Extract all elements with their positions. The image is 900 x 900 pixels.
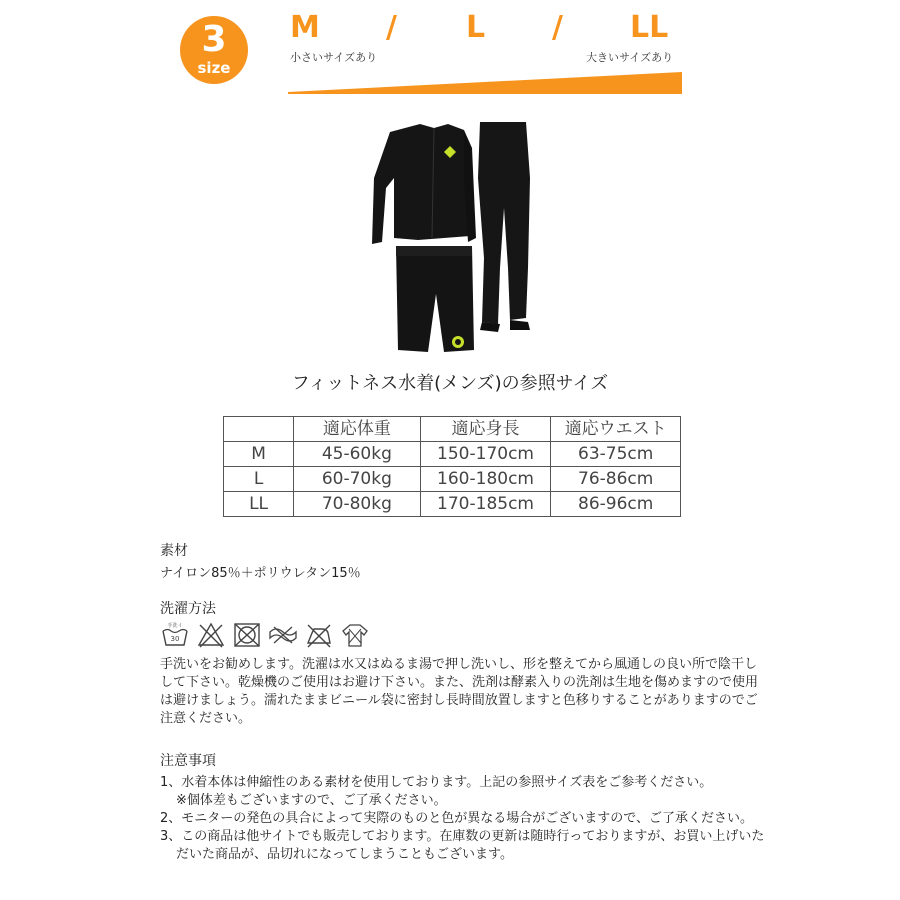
size-table — [223, 416, 681, 517]
size-separator: / — [552, 10, 563, 45]
size-table-cell: 70-80kg — [294, 492, 421, 517]
notes-heading: 注意事項 — [160, 753, 216, 769]
note-line: だいた商品が、品切れになってしまうこともございます。 — [176, 847, 513, 862]
size-label-ll: LL — [630, 10, 669, 45]
size-table-cell: LL — [224, 492, 294, 517]
size-table-row — [224, 442, 681, 467]
no-tumble-dry-icon — [232, 621, 262, 649]
size-table-cell: 45-60kg — [294, 442, 421, 467]
size-table-header: 適応身長 — [420, 417, 551, 442]
size-table-cell: 63-75cm — [551, 442, 681, 467]
line-dry-shade-icon — [340, 621, 370, 649]
size-label-m: M — [290, 10, 320, 45]
note-line: 3、この商品は他サイトでも販売しております。在庫数の更新は随時行っておりますが、お買い上げいた — [160, 829, 765, 844]
size-label-l: L — [466, 10, 486, 45]
hand-wash-30-icon — [160, 621, 190, 649]
size-table-cell: 150-170cm — [420, 442, 551, 467]
note-line: ※個体差もございますので、ご了承ください。 — [176, 793, 447, 808]
washing-instructions: 手洗いをお勧めします。洗濯は水又はぬるま湯で押し洗いし、形を整えてから風通しの良い所で陰干しして下さい。乾燥機のご使用はお避け下さい。また、洗剤は酵素入りの洗剤は生地を傷めますので使用は避けましょう。濡れたままビニール袋に密封し長時間放置しますと色移りすることがありますのでご注意ください。 — [160, 657, 759, 726]
size-table-header: 適応ウエスト — [551, 417, 681, 442]
size-table-header-row — [224, 417, 681, 442]
care-icons — [160, 621, 370, 649]
size-table-row — [224, 492, 681, 517]
size-count-badge — [180, 16, 248, 84]
size-table-row — [224, 467, 681, 492]
size-table-cell: 160-180cm — [420, 467, 551, 492]
size-count-word: size — [197, 59, 231, 77]
jacket-illustration — [372, 124, 476, 244]
no-wring-icon — [268, 621, 298, 649]
leggings-illustration — [478, 122, 530, 332]
size-table-header — [224, 417, 294, 442]
note-line: 1、水着本体は伸縮性のある素材を使用しております。上記の参照サイズ表をご参考ください。 — [160, 775, 713, 790]
no-bleach-icon — [196, 621, 226, 649]
size-table-cell: 60-70kg — [294, 467, 421, 492]
size-table-cell: L — [224, 467, 294, 492]
large-size-hint: 大きいサイズあり — [586, 51, 674, 64]
washing-heading: 洗濯方法 — [160, 601, 216, 617]
hand-wash-temp: 30 — [170, 635, 180, 643]
size-table-cell: 76-86cm — [551, 467, 681, 492]
notes-list — [160, 774, 780, 864]
size-table-cell: M — [224, 442, 294, 467]
hand-wash-label: 手洗イ — [167, 623, 183, 629]
no-iron-icon — [304, 621, 334, 649]
size-separator: / — [386, 10, 397, 45]
product-image — [360, 118, 550, 364]
size-table-cell: 170-185cm — [420, 492, 551, 517]
material-text: ナイロン85％＋ポリウレタン15％ — [160, 566, 361, 581]
size-table-title: フィットネス水着(メンズ)の参照サイズ — [291, 373, 609, 394]
material-heading: 素材 — [160, 543, 188, 559]
size-count-number: 3 — [201, 19, 227, 60]
note-line: 2、モニターの発色の具合によって実際のものと色が異なる場合がございますので、ご了承ください。 — [160, 811, 754, 826]
small-size-hint: 小さいサイズあり — [290, 51, 378, 64]
size-table-header: 適応体重 — [294, 417, 421, 442]
shorts-illustration — [396, 246, 474, 352]
size-range-wedge — [288, 70, 682, 94]
size-table-cell: 86-96cm — [551, 492, 681, 517]
